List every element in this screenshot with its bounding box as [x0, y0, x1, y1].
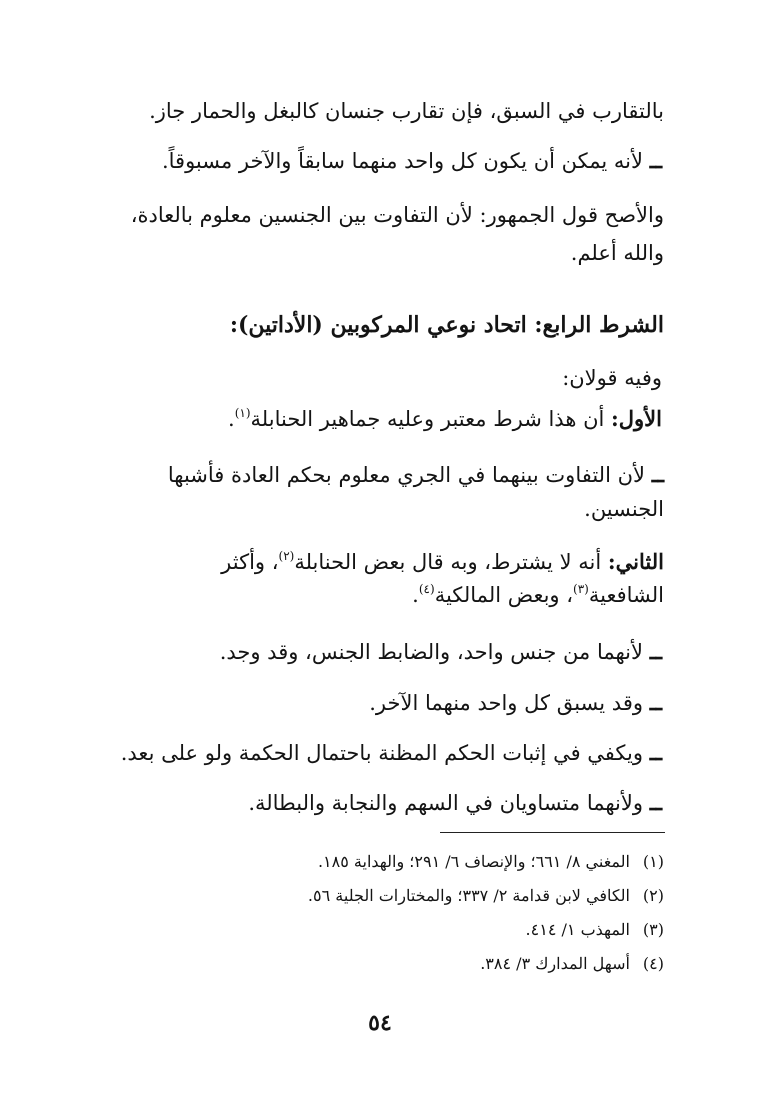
- opinion-label: الأول:: [611, 406, 662, 431]
- line-text: والله أعلم.: [570, 241, 664, 265]
- dash-marker: ــ: [649, 148, 662, 173]
- line-text: ولأنهما متساويان في السهم والنجابة والبطالة.: [248, 791, 643, 815]
- text-line-7: [228, 404, 662, 434]
- dash-marker: ــ: [649, 790, 662, 815]
- footnote-ref[interactable]: (٣): [573, 582, 589, 596]
- bullet-1: [220, 637, 662, 667]
- text-line-9: [584, 494, 664, 524]
- line-text: لأنهما من جنس واحد، والضابط الجنس، وقد وجد.: [219, 640, 643, 664]
- text-line-1: [149, 96, 664, 126]
- line-text: ، وأكثر: [221, 550, 279, 574]
- section-heading: [230, 310, 664, 340]
- text-line-11: [412, 580, 664, 610]
- line-text: الجنسين.: [584, 497, 664, 521]
- line-end: .: [412, 583, 419, 607]
- text-line-10: [221, 547, 664, 577]
- footnote-3: [526, 918, 664, 942]
- footnote-number: (٤): [642, 954, 664, 973]
- text-line-8: [168, 460, 664, 490]
- line-text: لأن التفاوت بينهما في الجري معلوم بحكم العادة فأشبها: [167, 463, 645, 487]
- footnote-text: الكافي لابن قدامة ٢/ ٣٣٧؛ والمختارات الجلية ٥٦.: [307, 886, 630, 905]
- page-number: ٥٤: [368, 1010, 392, 1036]
- opinion-label: الثاني:: [607, 549, 664, 574]
- footnote-number: (١): [642, 852, 664, 871]
- line-text: لأنه يمكن أن يكون كل واحد منهما سابقاً والآخر مسبوقاً.: [161, 149, 643, 173]
- footnote-4: [480, 952, 664, 976]
- line-text: الشافعية: [588, 583, 664, 607]
- dash-marker: ــ: [649, 740, 662, 765]
- footnote-1: [318, 850, 664, 874]
- text-line-6: [562, 363, 662, 393]
- dash-marker: ــ: [649, 690, 662, 715]
- footnote-text: أسهل المدارك ٣/ ٣٨٤.: [480, 954, 630, 973]
- text-line-2: [162, 146, 662, 176]
- line-text: ويكفي في إثبات الحكم المظنة باحتمال الحكمة ولو على بعد.: [120, 741, 643, 765]
- footnote-divider: [440, 832, 665, 833]
- line-text: أنه لا يشترط، وبه قال بعض الحنابلة: [294, 550, 602, 574]
- footnote-ref[interactable]: (١): [234, 406, 251, 420]
- line-text: ، وبعض المالكية: [434, 583, 574, 607]
- bullet-2: [369, 688, 662, 718]
- footnote-ref[interactable]: (٢): [278, 549, 295, 563]
- footnote-number: (٣): [642, 920, 664, 939]
- footnote-ref[interactable]: (٤): [418, 582, 435, 596]
- line-text: والأصح قول الجمهور: لأن التفاوت بين الجنسين معلوم بالعادة،: [130, 203, 664, 227]
- dash-marker: ــ: [651, 462, 664, 487]
- bullet-4: [248, 788, 662, 818]
- text-line-3: [131, 200, 664, 230]
- heading-text: الشرط الرابع: اتحاد نوعي المركوبين (الأداتين):: [229, 312, 664, 338]
- line-text: أن هذا شرط معتبر وعليه جماهير الحنابلة: [250, 407, 605, 431]
- footnote-2: [308, 884, 664, 908]
- footnote-text: المهذب ١/ ٤١٤.: [525, 920, 630, 939]
- line-end: .: [228, 407, 235, 431]
- footnote-number: (٢): [642, 886, 664, 905]
- line-text: وقد يسبق كل واحد منهما الآخر.: [369, 691, 643, 715]
- footnote-text: المغني ٨/ ٦٦١؛ والإنصاف ٦/ ٢٩١؛ والهداية ١٨٥.: [317, 852, 630, 871]
- line-text: بالتقارب في السبق، فإن تقارب جنسان كالبغل والحمار جاز.: [149, 99, 664, 123]
- dash-marker: ــ: [649, 639, 662, 664]
- line-text: وفيه قولان:: [562, 366, 662, 390]
- text-line-4: [571, 238, 664, 268]
- bullet-3: [121, 738, 662, 768]
